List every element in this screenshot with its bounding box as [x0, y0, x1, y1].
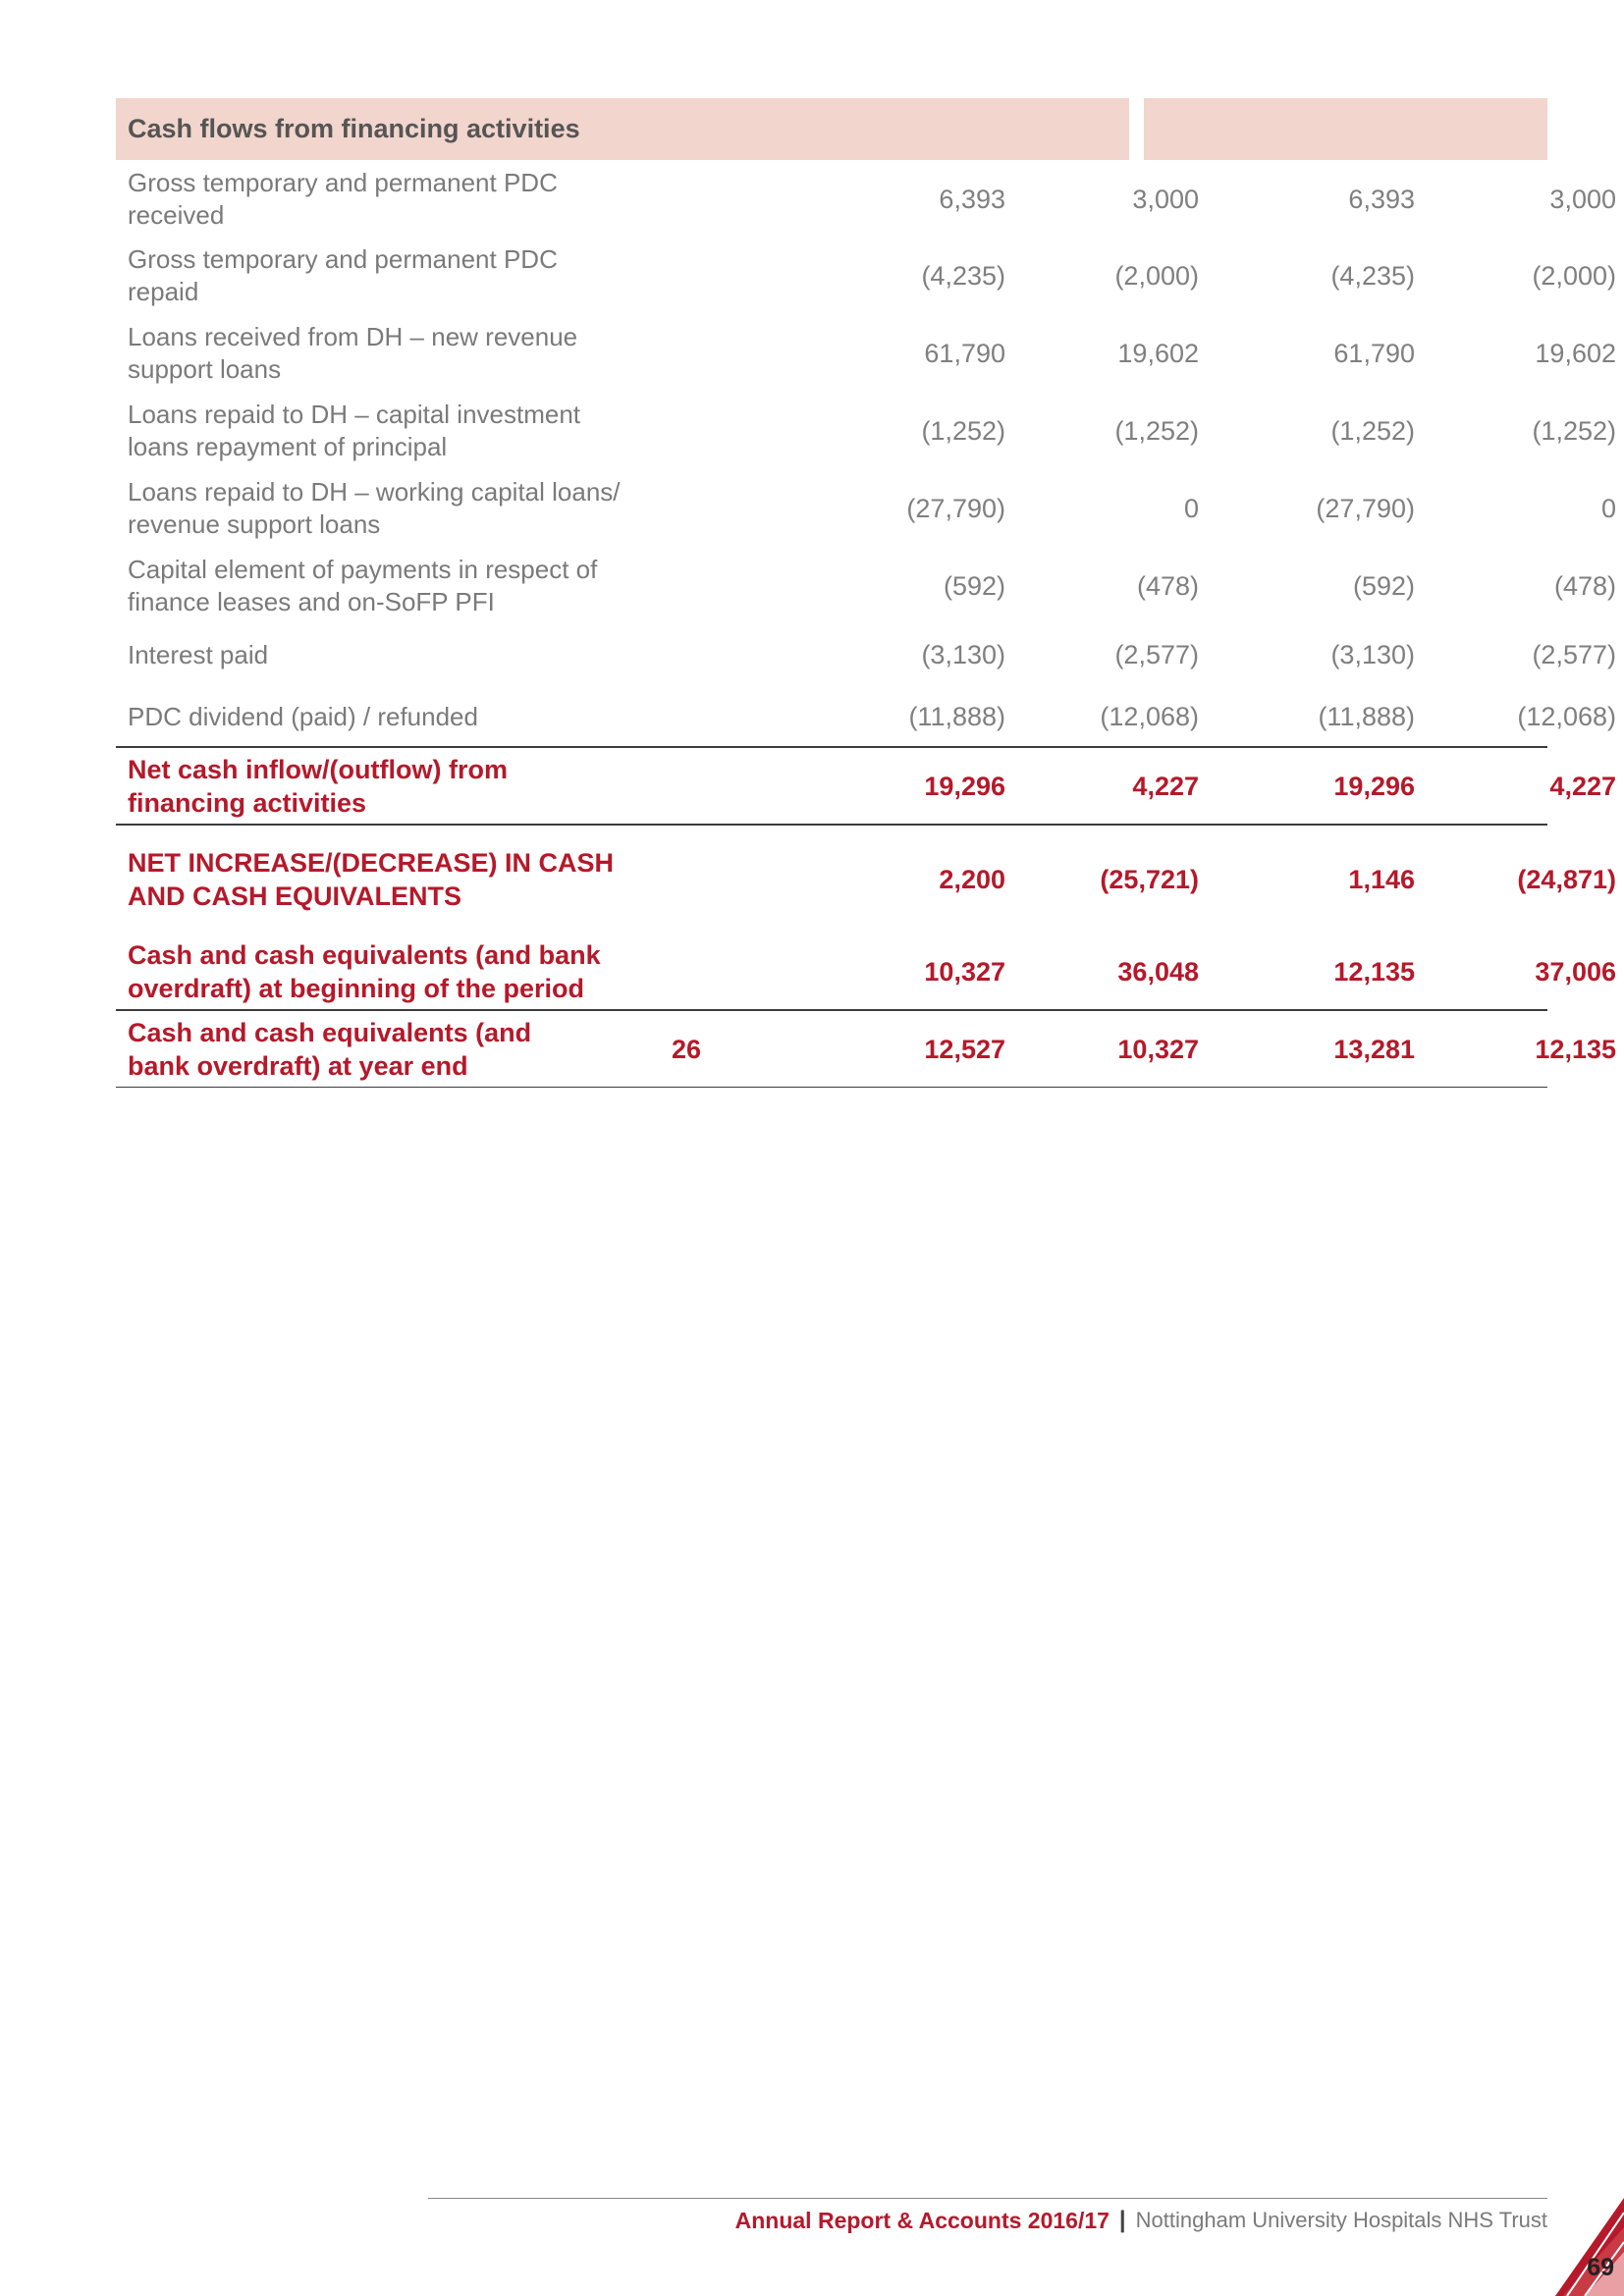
- value-col3: (1,252): [1330, 415, 1415, 446]
- table-row: [116, 474, 1616, 543]
- value-col1: 19,296: [924, 771, 1005, 801]
- report-title: Annual Report & Accounts 2016/17: [734, 2207, 1110, 2233]
- table-row: [116, 633, 1616, 677]
- value-col1: 12,527: [924, 1034, 1005, 1064]
- section-header: [116, 98, 1129, 160]
- row-label: Loans repaid to DH – capital investment loans repayment of principal: [128, 400, 581, 461]
- value-col3: 13,281: [1333, 1034, 1415, 1064]
- table-row: [116, 397, 1616, 465]
- page-number: 69: [1587, 2254, 1614, 2281]
- value-col4: 37,006: [1535, 956, 1616, 987]
- value-col2: (2,000): [1114, 260, 1199, 291]
- value-col4: 3,000: [1549, 184, 1616, 214]
- value-col2: (1,252): [1114, 415, 1199, 446]
- value-col2: (12,068): [1100, 702, 1199, 731]
- note-reference: 26: [671, 1034, 701, 1064]
- row-label: Loans repaid to DH – working capital loans/ revenue support loans: [128, 477, 621, 539]
- value-col1: (1,252): [921, 415, 1005, 446]
- divider: [116, 1009, 1547, 1011]
- value-col3: (27,790): [1316, 493, 1415, 523]
- value-col2: 10,327: [1117, 1034, 1199, 1064]
- value-col1: 2,200: [939, 864, 1005, 894]
- value-col1: (4,235): [921, 260, 1005, 291]
- value-col4: (1,252): [1532, 415, 1616, 446]
- value-col2: 4,227: [1132, 771, 1199, 801]
- row-label: NET INCREASE/(DECREASE) IN CASH AND CASH EQUIVALENTS: [128, 848, 615, 911]
- row-label: Cash and cash equivalents (and bank overdraft) at year end: [128, 1018, 532, 1081]
- total-row: [116, 1015, 1616, 1084]
- value-col4: 0: [1600, 493, 1616, 523]
- divider: [116, 1087, 1547, 1088]
- total-row: [116, 844, 1616, 915]
- section-header-title: Cash flows from financing activities: [128, 114, 580, 143]
- divider: [116, 824, 1547, 826]
- footer: [735, 2206, 1547, 2235]
- value-col1: 10,327: [924, 956, 1005, 987]
- value-col2: (2,577): [1114, 640, 1199, 669]
- value-col4: (2,000): [1532, 260, 1616, 291]
- row-label: Capital element of payments in respect of finance leases and on-SoFP PFI: [128, 555, 598, 616]
- subtotal-row: [116, 752, 1616, 821]
- value-col3: 12,135: [1333, 956, 1415, 987]
- row-label: PDC dividend (paid) / refunded: [128, 702, 478, 731]
- value-col3: (3,130): [1330, 640, 1415, 669]
- table-row: [116, 319, 1616, 388]
- table-row: [116, 165, 1616, 234]
- value-col1: (3,130): [921, 640, 1005, 669]
- row-label: Interest paid: [128, 640, 269, 669]
- footer-separator: |: [1118, 2207, 1126, 2233]
- value-col4: 12,135: [1535, 1034, 1616, 1064]
- value-col1: 6,393: [939, 184, 1005, 214]
- value-col3: 19,296: [1333, 771, 1415, 801]
- row-label: Gross temporary and permanent PDC received: [128, 168, 558, 230]
- value-col2: 36,048: [1117, 956, 1199, 987]
- value-col4: (12,068): [1517, 702, 1616, 731]
- total-row: [116, 937, 1616, 1006]
- value-col3: (592): [1352, 570, 1415, 601]
- organisation-name: Nottingham University Hospitals NHS Trust: [1135, 2208, 1547, 2232]
- value-col4: 19,602: [1535, 338, 1616, 368]
- table-row: [116, 695, 1616, 739]
- value-col3: (11,888): [1318, 702, 1415, 731]
- value-col3: 61,790: [1333, 338, 1415, 368]
- divider: [116, 746, 1547, 748]
- footer-rule: [428, 2198, 1547, 2199]
- value-col2: 0: [1183, 493, 1199, 523]
- value-col1: (11,888): [908, 702, 1005, 731]
- value-col4: 4,227: [1549, 771, 1616, 801]
- value-col4: (2,577): [1532, 640, 1616, 669]
- value-col1: 61,790: [924, 338, 1005, 368]
- value-col2: 3,000: [1132, 184, 1199, 214]
- row-label: Gross temporary and permanent PDC repaid: [128, 244, 558, 306]
- row-label: Cash and cash equivalents (and bank overdraft) at beginning of the period: [128, 940, 601, 1003]
- value-col3: 1,146: [1348, 864, 1415, 894]
- value-col1: (27,790): [906, 493, 1005, 523]
- value-col4: (24,871): [1517, 864, 1616, 894]
- value-col4: (478): [1553, 570, 1616, 601]
- value-col2: 19,602: [1117, 338, 1199, 368]
- table-row: [116, 241, 1616, 310]
- value-col3: (4,235): [1330, 260, 1415, 291]
- value-col2: (478): [1136, 570, 1199, 601]
- row-label: Loans received from DH – new revenue support loans: [128, 322, 578, 384]
- section-header-band-right: [1144, 98, 1547, 160]
- row-label: Net cash inflow/(outflow) from financing activities: [128, 755, 508, 818]
- value-col3: 6,393: [1348, 184, 1415, 214]
- value-col2: (25,721): [1100, 864, 1199, 894]
- value-col1: (592): [943, 570, 1005, 601]
- table-row: [116, 552, 1616, 620]
